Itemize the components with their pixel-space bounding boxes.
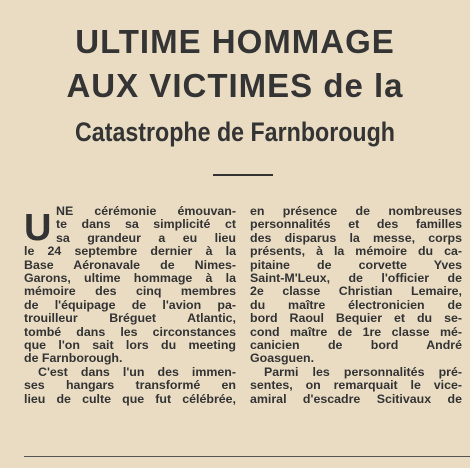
text-line: de l'équipage de l'avion pa- <box>24 297 236 312</box>
text-line: personnalités et des familles <box>250 217 462 232</box>
text-line: du maître électronicien de <box>250 297 462 312</box>
text-line: bord Raoul Bequier et du se- <box>250 311 462 326</box>
text-line: le 24 septembre dernier à la <box>24 244 236 259</box>
text-line: canicien de bord André <box>250 338 462 353</box>
text-line: C'est dans l'un des immen- <box>38 364 236 379</box>
text-line: Saint-M'Leux, de l'officier de <box>250 271 462 286</box>
text-line: lieu de culte que fut célébrée, <box>24 391 236 406</box>
text-line: amiral d'escadre Scitivaux de <box>250 391 462 406</box>
text-line: NE cérémonie émouvan- <box>56 204 236 218</box>
left-column <box>24 205 236 406</box>
text-line: te dans sa simplicité ct <box>56 217 236 232</box>
text-line: de Farnborough. <box>24 351 123 366</box>
headline-line-1: ULTIME HOMMAGE <box>75 23 395 60</box>
headline-line-3: Catastrophe de Farnborough <box>75 117 395 147</box>
text-line: 2e classe Christian Lemaire, <box>250 284 462 299</box>
bottom-divider <box>24 456 470 457</box>
text-line: Parmi les personnalités pré- <box>264 364 462 379</box>
right-column <box>250 205 462 406</box>
text-line: cond maître de 1re classe mé- <box>250 324 462 339</box>
text-line: Garons, ultime hommage à la <box>24 271 236 286</box>
text-line: que l'on sait lors du meeting <box>24 338 236 353</box>
text-line: ses hangars transformé en <box>24 378 236 393</box>
text-line: des disparus la messe, corps <box>250 230 462 245</box>
title-divider <box>213 174 273 176</box>
drop-cap: U <box>24 207 52 249</box>
text-line: mémoire des cinq membres <box>24 284 236 299</box>
text-line: trouilleur Bréguet Atlantic, <box>24 311 236 326</box>
text-line: sentes, on remarquait le vice- <box>250 378 462 393</box>
text-line: tombé dans les circonstances <box>24 324 236 339</box>
text-line: Goasguen. <box>250 351 315 366</box>
text-line: présents, à la mémoire du ca- <box>250 244 462 259</box>
headline-line-2: AUX VICTIMES de la <box>66 67 404 104</box>
text-line: Base Aéronavale de Nimes- <box>24 257 236 272</box>
text-line: sa grandeur a eu lieu <box>56 230 236 245</box>
text-line: en présence de nombreuses <box>250 204 462 218</box>
text-line: pitaine de corvette Yves <box>250 257 462 272</box>
